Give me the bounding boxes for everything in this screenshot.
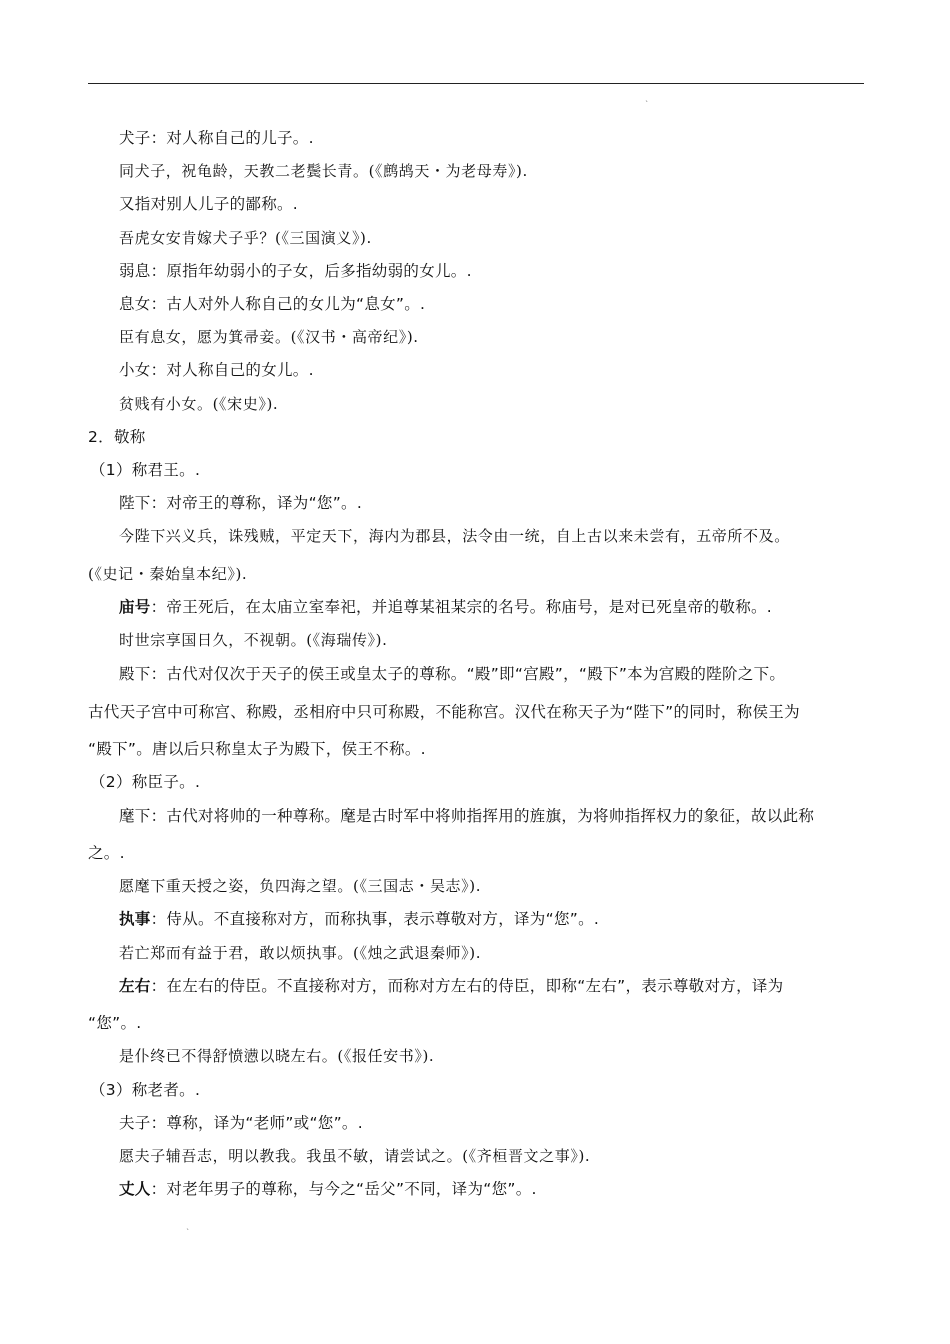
term-bold: 丈人: [119, 1180, 151, 1198]
page-mark-top: ˎ: [645, 93, 649, 102]
definition-line: 夫子：尊称，译为“老师”或“您”。.: [119, 1114, 363, 1132]
section-heading: 2．敬称: [88, 428, 146, 446]
definition-text: ：在左右的侍臣。不直接称对方，而称对方左右的侍臣，即称“左右”，表示尊敬对方，译为: [150, 977, 784, 995]
quote-line: 今陛下兴义兵，诛残贼，平定天下，海内为郡县，法令由一统，自上古以来未尝有，五帝所不及。: [119, 527, 790, 545]
definition-line: 之。.: [88, 844, 125, 862]
quote-line: 吾虎女安肯嫁犬子乎？(《三国演义》).: [119, 229, 372, 247]
definition-line: [119, 1179, 909, 1199]
subsection-heading: （1）称君王。.: [90, 461, 201, 479]
definition-text: ：对老年男子的尊称，与今之“岳父”不同，译为“您”。.: [150, 1180, 537, 1198]
definition-line: 又指对别人儿子的鄙称。.: [119, 195, 299, 213]
quote-line: (《史记・秦始皇本纪》).: [88, 565, 248, 583]
page-mark-bottom: ˎ: [186, 1221, 190, 1230]
term-bold: 庙号: [119, 598, 151, 616]
quote-line: 是仆终已不得舒愤懑以晓左右。(《报任安书》).: [119, 1047, 435, 1065]
quote-line: 臣有息女，愿为箕帚妾。(《汉书・高帝纪》).: [119, 328, 419, 346]
definition-line: “殿下”。唐以后只称皇太子为殿下，侯王不称。.: [88, 740, 426, 758]
quote-line: 时世宗享国日久，不视朝。(《海瑞传》).: [119, 631, 388, 649]
quote-line: 贫贱有小女。(《宋史》).: [119, 395, 279, 413]
definition-line: 古代天子宫中可称宫、称殿，丞相府中只可称殿，不能称宫。汉代在称天子为“陛下”的同时，称侯王为: [88, 703, 800, 721]
subsection-heading: （2）称臣子。.: [90, 773, 201, 791]
definition-line: [119, 976, 909, 996]
term-bold: 左右: [119, 977, 151, 995]
definition-text: ：侍从。不直接称对方，而称执事，表示尊敬对方，译为“您”。.: [150, 910, 600, 928]
definition-line: 小女：对人称自己的女儿。.: [119, 361, 314, 379]
definition-text: ：帝王死后，在太庙立室奉祀，并追尊某祖某宗的名号。称庙号，是对已死皇帝的敬称。.: [150, 598, 773, 616]
subsection-heading: （3）称老者。.: [90, 1081, 201, 1099]
term-bold: 执事: [119, 910, 151, 928]
definition-line: [119, 909, 909, 929]
definition-line: 犬子：对人称自己的儿子。.: [119, 129, 314, 147]
definition-line: [119, 597, 909, 617]
definition-line: 弱息：原指年幼弱小的子女，后多指幼弱的女儿。.: [119, 262, 472, 280]
quote-line: 若亡郑而有益于君，敢以烦执事。(《烛之武退秦师》).: [119, 944, 482, 962]
page-header-rule: [88, 83, 864, 84]
definition-line: 麾下：古代对将帅的一种尊称。麾是古时军中将帅指挥用的旌旗，为将帅指挥权力的象征，故以此称: [119, 807, 815, 825]
definition-line: 陛下：对帝王的尊称，译为“您”。.: [119, 494, 363, 512]
definition-line: “您”。.: [88, 1014, 142, 1032]
definition-line: 息女：古人对外人称自己的女儿为“息女”。.: [119, 295, 426, 313]
quote-line: 同犬子，祝龟龄，天教二老鬓长青。(《鹧鸪天・为老母寿》).: [119, 162, 528, 180]
quote-line: 愿夫子辅吾志，明以教我。我虽不敏，请尝试之。(《齐桓晋文之事》).: [119, 1147, 591, 1165]
quote-line: 愿麾下重天授之姿，负四海之望。(《三国志・吴志》).: [119, 877, 482, 895]
definition-line: 殿下：古代对仅次于天子的侯王或皇太子的尊称。“殿”即“宫殿”，“殿下”本为宫殿的陛阶之下。: [119, 665, 786, 683]
